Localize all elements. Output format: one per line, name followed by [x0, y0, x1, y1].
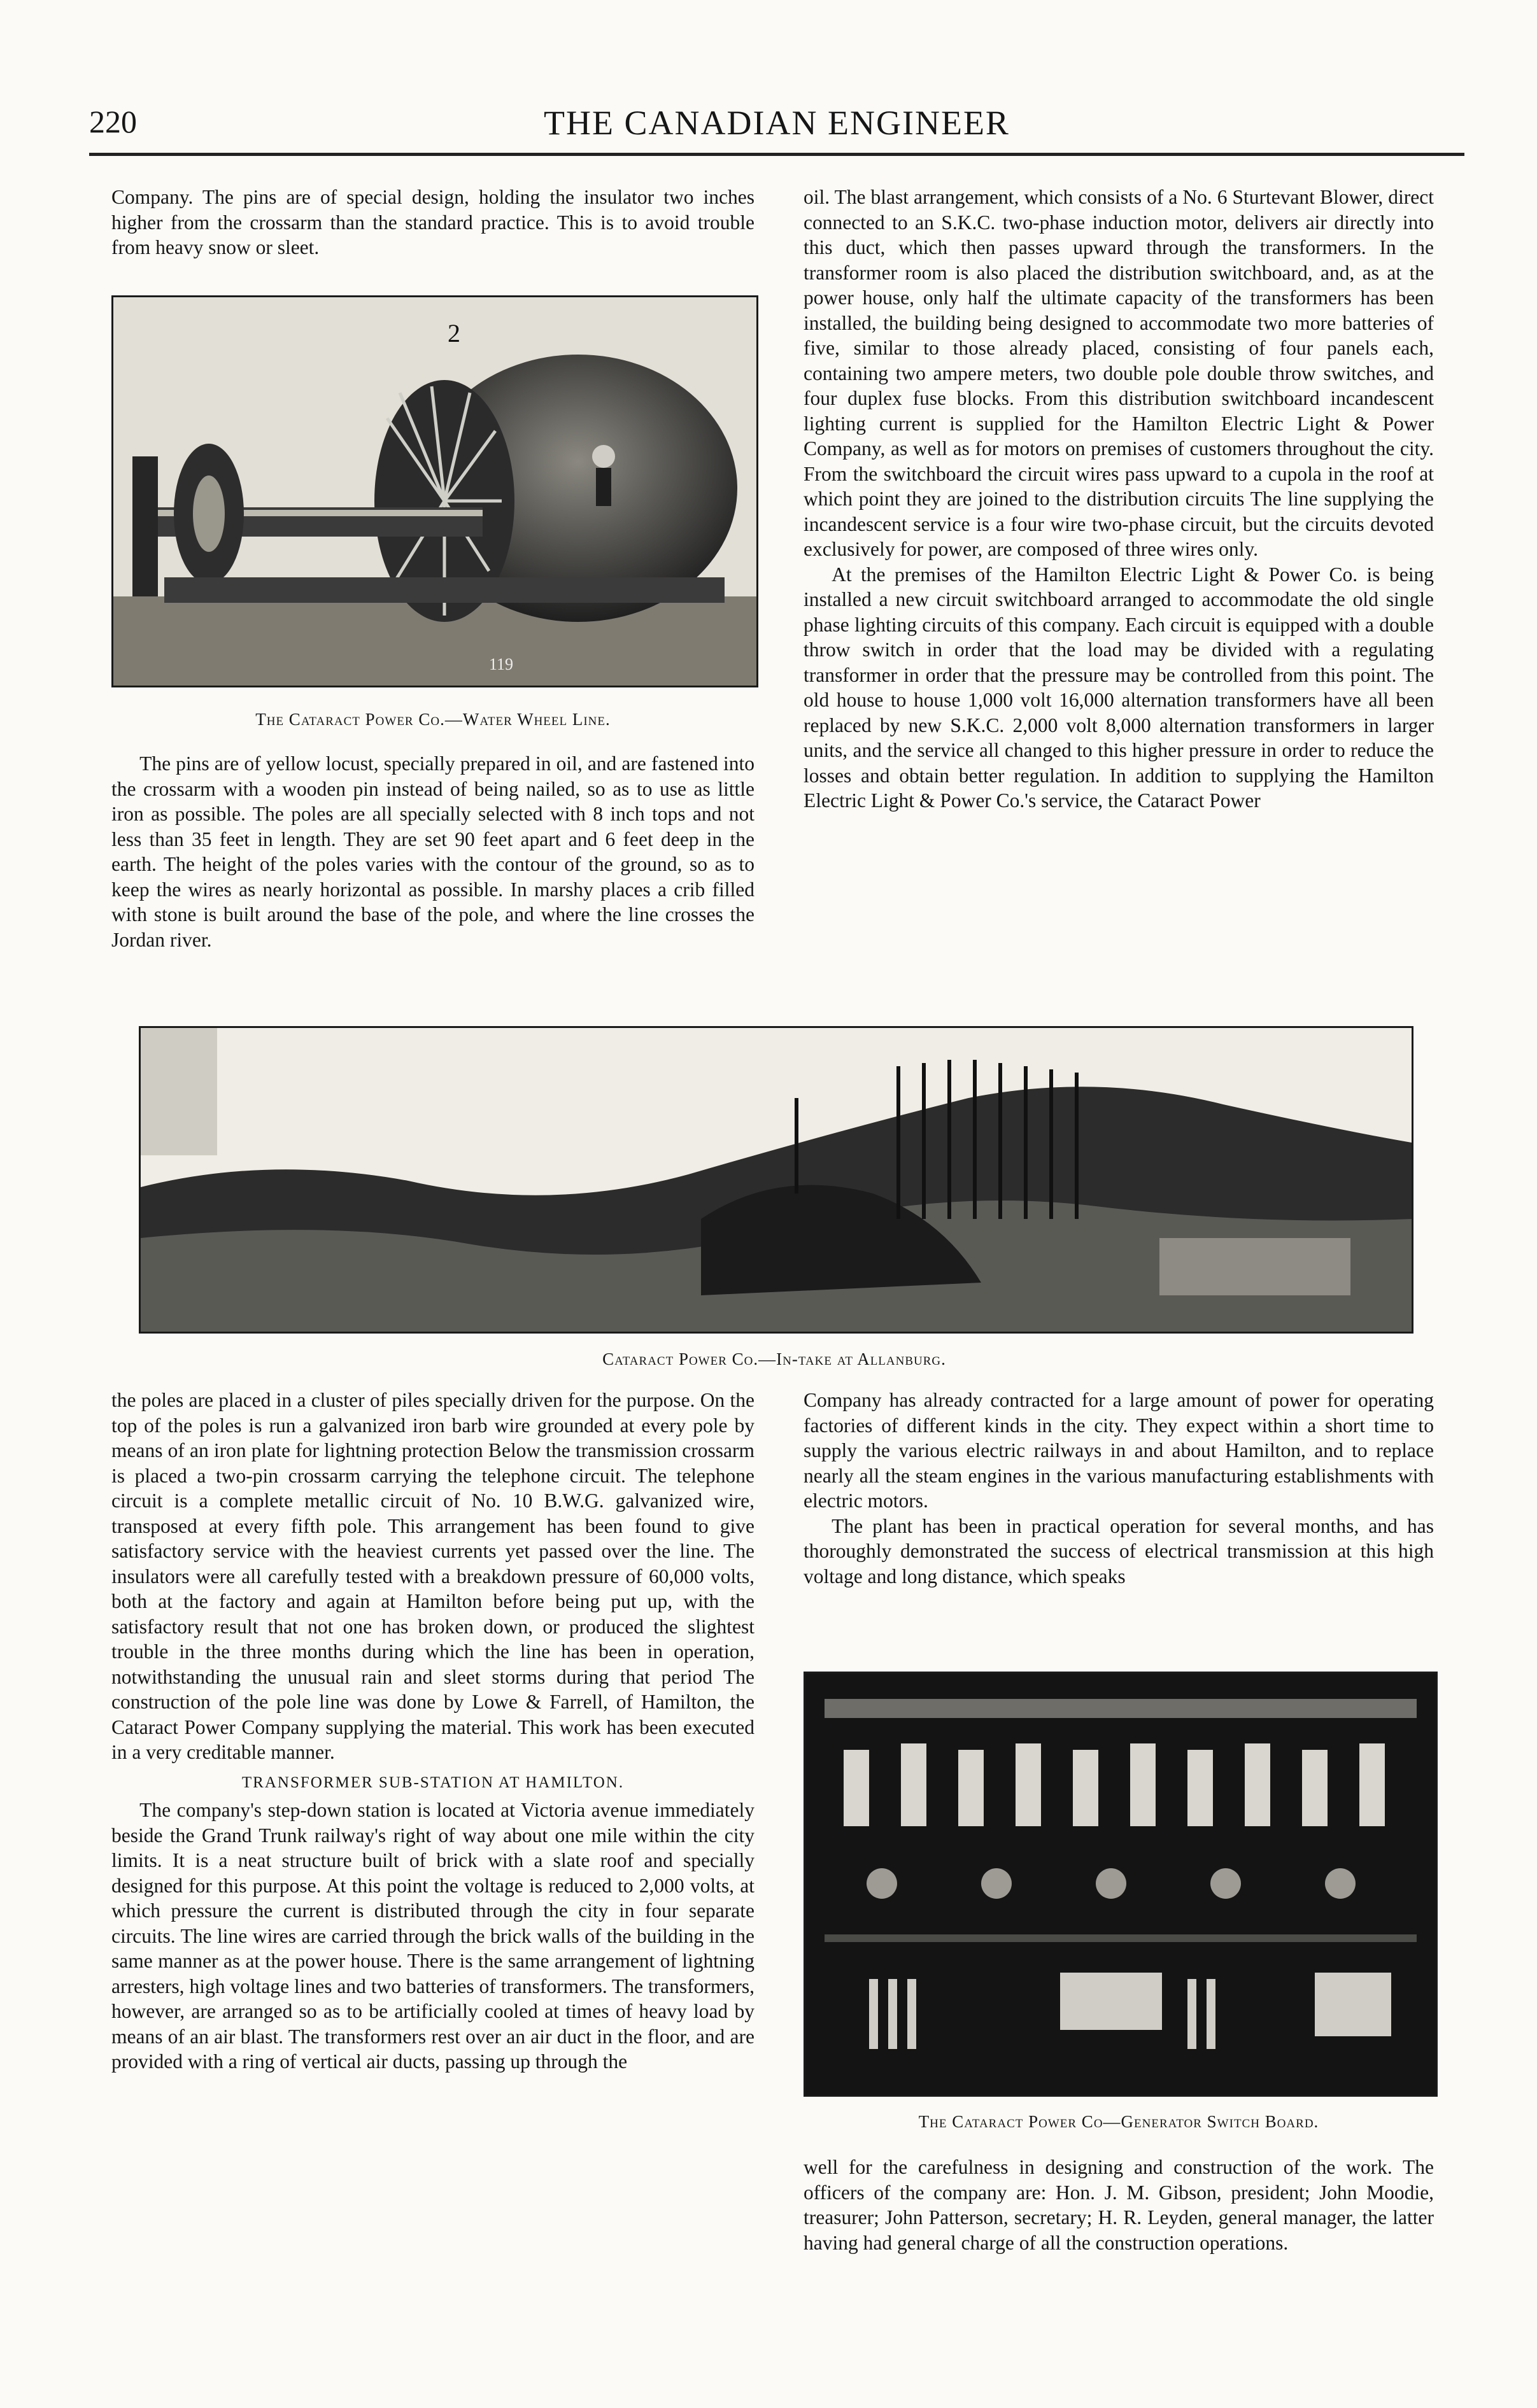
right-column-top [804, 185, 1434, 813]
water-wheel-illustration [113, 297, 756, 686]
left-column-mid [111, 751, 754, 952]
intake-landscape-illustration [141, 1028, 1412, 1332]
section-subhead: TRANSFORMER SUB-STATION AT HAMILTON. [241, 1773, 625, 1791]
water-wheel-photo [111, 295, 758, 687]
paragraph: At the premises of the Hamilton Electric Light & Power Co. is being installed a new circuit switchboard arranged to accommodate the old single phase lighting circuits of this company. Each circuit is equipped with a double throw switch in order that the load may be divided with a regulating transformer in order that the pressure may be controlled from this point. The old house to house 1,000 volt 16,000 alternation transformers have all been replaced by new S.K.C. 2,000 volt 8,000 alternation transformers in larger units, and the service all changed to this higher pressure in order to reduce the losses and obtain better regulation. In addition to supplying the Hamilton Electric Light & Power Co.'s service, the Cataract Power [804, 563, 1434, 812]
intake-caption: Cataract Power Co.—In-take at Allanburg. [602, 1349, 946, 1369]
header-rule [89, 153, 1464, 156]
switch-board-caption: The Cataract Power Co—Generator Switch Board. [918, 2112, 1319, 2131]
switch-board-photo [804, 1672, 1438, 2097]
paragraph: The plant has been in practical operation for several months, and has thoroughly demonstrated the success of electrical transmission at this high voltage and long distance, which speaks [804, 1514, 1434, 1588]
right-column-bottom [804, 1388, 1434, 1589]
paragraph: The pins are of yellow locust, specially prepared in oil, and are fastened into the crossarm with a wooden pin instead of being nailed, so as to use as little iron as possible. The poles are all specially selected with 8 inch tops and not less than 35 feet in length. They are set 90 feet apart and 6 feet deep in the earth. The height of the poles varies with the contour of the ground, so as to keep the wires as nearly horizontal as possible. In marshy places a crib filled with stone is built around the base of the pole, and where the line crosses the Jordan river. [111, 752, 754, 951]
paragraph: the poles are placed in a cluster of piles specially driven for the purpose. On the top of the poles is run a galvanized iron barb wire grounded at every pole by means of an iron plate for lightning protection Below the transmission crossarm is placed a two-pin crossarm carrying the telephone circuit. The telephone circuit is a complete metallic circuit of No. 10 B.W.G. galvanized wire, transposed at every fifth pole. This arrangement has been found to give satisfactory service with the heaviest currents yet passed over the line. The insulators were all carefully tested with a breakdown pressure of 60,000 volts, both at the factory and again at Hamilton before being put up, with the satisfactory result that not one has broken down, or produced the slightest trouble in the three months during which the line has been in operation, notwithstanding the unusual rain and sleet storms during that period The construction of the pole line was done by Lowe & Farrell, of Hamilton, the Cataract Power Company supplying the material. This work has been executed in a very creditable manner. [111, 1389, 754, 1763]
photo-mark-top: 2 [448, 319, 460, 348]
paragraph: Company. The pins are of special design, holding the insulator two inches higher from the crossarm than the standard practice. This is to avoid trouble from heavy snow or sleet. [111, 186, 754, 258]
paragraph: oil. The blast arrangement, which consists of a No. 6 Sturtevant Blower, direct connected to an S.K.C. two-phase induction motor, delivers air directly into this duct, which then passes upward through the transformers. In the transformer room is also placed the distribution switchboard, and, as at the power house, only half the ultimate capacity of the transformers has been installed, the building being designed to accommodate two more batteries of five, similar to those already placed, consisting of four panels each, containing two ampere meters, two double pole double throw switches, and four duplex fuse blocks. From this distribution switchboard incandescent lighting current is supplied for the Hamilton Electric Light & Power Company, as well as for motors on premises of customers throughout the city. From the switchboard the circuit wires pass upward to a cupola in the roof at which point they are joined to the distribution circuits The line supplying the incandescent service is a four wire two-phase circuit, but the circuits devoted exclusively for power, are composed of three wires only. [804, 186, 1434, 560]
right-column-end [804, 2155, 1434, 2255]
photo-mark-bottom: 119 [489, 655, 514, 673]
paragraph: Company has already contracted for a large amount of power for operating factories of different kinds in the city. They expect within a short time to supply the various electric railways in and about Hamilton, and to replace nearly all the steam engines in the various manufacturing establishments with electric motors. [804, 1389, 1434, 1512]
left-column-bottom [111, 1388, 754, 2074]
intake-photo [139, 1026, 1413, 1334]
page-number: 220 [89, 104, 137, 139]
paragraph: well for the carefulness in designing and construction of the work. The officers of the company are: Hon. J. M. Gibson, president; John Moodie, treasurer; John Patterson, secretary; H. R. Leyden, general manager, the latter having had general charge of all the construction operations. [804, 2156, 1434, 2254]
left-column-top [111, 185, 754, 260]
switch-board-illustration [805, 1673, 1436, 2095]
journal-title: THE CANADIAN ENGINEER [544, 104, 1010, 142]
water-wheel-caption: The Cataract Power Co.—Water Wheel Line. [255, 710, 611, 729]
page-header [89, 103, 1464, 154]
paragraph: The company's step-down station is located at Victoria avenue immediately beside the Grand Trunk railway's right of way about one mile within the city limits. It is a neat structure built of brick with a slate roof and specially designed for this purpose. At this point the voltage is reduced to 2,000 volts, at which pressure the current is distributed through the city in four separate circuits. The line wires are carried through the brick walls of the building in the same manner as at the power house. There is the same arrangement of lightning arresters, high voltage lines and two batteries of transformers. The transformers, however, are arranged so as to be artificially cooled at times of heavy load by means of an air blast. The transformers rest over an air duct in the floor, and are provided with a ring of vertical air ducts, passing up through the [111, 1799, 754, 2073]
